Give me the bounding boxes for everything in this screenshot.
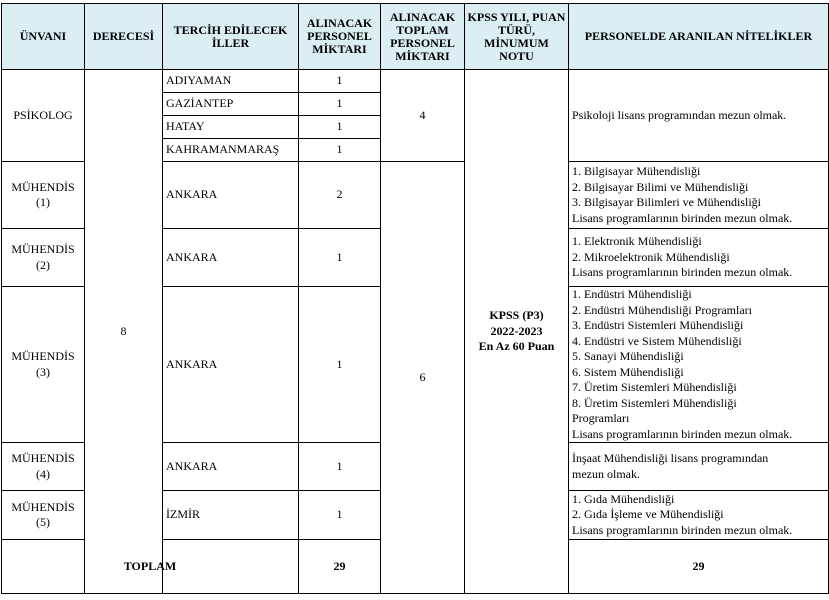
count-cell: 1 xyxy=(299,70,381,93)
kpss-info xyxy=(465,70,569,594)
kpss-line-3: En Az 60 Puan xyxy=(478,339,555,354)
requirements-cell xyxy=(569,287,829,443)
header-row xyxy=(2,4,829,70)
city-cell: HATAY xyxy=(163,116,299,139)
total-label: TOPLAM xyxy=(2,540,299,594)
muhendis-title-line2: (1) xyxy=(36,195,50,209)
requirements-cell xyxy=(569,162,829,229)
muhendis-title xyxy=(2,443,85,491)
requirements-cell xyxy=(569,491,829,540)
requirement-line: Lisans programlarının birinden mezun olmak. xyxy=(572,522,793,537)
requirement-line: 7. Üretim Sistemleri Mühendisliği xyxy=(572,380,737,394)
muhendis-title-line1: MÜHENDİS xyxy=(11,349,75,363)
muhendis-total: 6 xyxy=(381,162,465,594)
requirement-line: Lisans programlarının birinden mezun olmak. xyxy=(572,426,793,441)
muhendis-title-line2: (2) xyxy=(36,257,50,272)
requirement-line: 6. Sistem Mühendisliği xyxy=(572,364,684,379)
psikolog-requirement: Psikoloji lisans programından mezun olmak. xyxy=(569,70,829,162)
muhendis-title xyxy=(2,491,85,540)
requirement-line: Lisans programlarının birinden mezun olmak. xyxy=(572,265,793,280)
header-nitelikler: PERSONELDE ARANILAN NİTELİKLER xyxy=(569,4,829,70)
muhendis-title-line2: (5) xyxy=(36,515,50,529)
muhendis-title-line2: (4) xyxy=(36,466,50,481)
psikolog-total: 4 xyxy=(381,70,465,162)
requirement-line: 2. Mikroelektronik Mühendisliği xyxy=(572,249,730,264)
city-cell: KAHRAMANMARAŞ xyxy=(163,139,299,162)
count-cell: 1 xyxy=(299,229,381,287)
city-cell: ANKARA xyxy=(163,162,299,229)
city-cell: İZMİR xyxy=(163,491,299,540)
muhendis-title-line1: MÜHENDİS xyxy=(11,242,75,256)
total-alinacak: 29 xyxy=(299,540,381,594)
muhendis-title-line1: MÜHENDİS xyxy=(11,499,75,514)
total-toplam: 29 xyxy=(569,540,829,594)
muhendis-title xyxy=(2,162,85,229)
muhendis-title xyxy=(2,287,85,443)
muhendis-title-line1: MÜHENDİS xyxy=(11,451,75,465)
personnel-table xyxy=(1,3,829,594)
header-unvani: ÜNVANI xyxy=(2,4,85,70)
requirement-line: 1. Elektronik Mühendisliği xyxy=(572,234,702,249)
count-cell: 1 xyxy=(299,443,381,491)
requirement-line: 3. Endüstri Sistemleri Mühendisliği xyxy=(572,318,744,332)
kpss-line-2: 2022-2023 xyxy=(490,323,543,338)
requirement-line: 2. Endüstri Mühendisliği Programları xyxy=(572,302,752,317)
requirement-line: Lisans programlarının birinden mezun olmak. xyxy=(572,210,793,225)
city-cell: ANKARA xyxy=(163,229,299,287)
count-cell: 1 xyxy=(299,116,381,139)
derece-value: 8 xyxy=(85,70,163,594)
header-alinacak: ALINACAK PERSONEL MİKTARI xyxy=(299,4,381,70)
requirements-cell xyxy=(569,229,829,287)
count-cell: 1 xyxy=(299,287,381,443)
requirement-line: 1. Endüstri Mühendisliği xyxy=(572,287,692,301)
kpss-line-1: KPSS (P3) xyxy=(489,308,544,323)
city-cell: ANKARA xyxy=(163,443,299,491)
table-row xyxy=(2,70,829,93)
count-cell: 2 xyxy=(299,162,381,229)
requirement-line: 2. Bilgisayar Bilimi ve Mühendisliği xyxy=(572,179,749,194)
count-cell: 1 xyxy=(299,139,381,162)
requirement-line: Programları xyxy=(572,411,630,425)
header-kpss: KPSS YILI, PUAN TÜRÜ, MİNUMUM NOTU xyxy=(465,4,569,70)
count-cell: 1 xyxy=(299,93,381,116)
muhendis-title-line1: MÜHENDİS xyxy=(11,179,75,194)
muhendis-title-line2: (3) xyxy=(36,364,50,379)
requirement-line: 1. Bilgisayar Mühendisliği xyxy=(572,164,701,178)
requirement-line: 5. Sanayi Mühendisliği xyxy=(572,349,684,363)
requirement-line: İnşaat Mühendisliği lisans programından xyxy=(572,451,769,465)
requirement-line: mezun olmak. xyxy=(572,466,640,481)
city-cell: ADIYAMAN xyxy=(163,70,299,93)
requirements-cell xyxy=(569,443,829,491)
psikolog-title: PSİKOLOG xyxy=(2,70,85,162)
requirement-line: 1. Gıda Mühendisliği xyxy=(572,491,675,506)
requirement-line: 4. Endüstri ve Sistem Mühendisliği xyxy=(572,333,742,348)
requirement-line: 8. Üretim Sistemleri Mühendisliği xyxy=(572,395,737,410)
muhendis-title xyxy=(2,229,85,287)
city-cell: GAZİANTEP xyxy=(163,93,299,116)
header-derecesi: DERECESİ xyxy=(85,4,163,70)
requirement-line: 3. Bilgisayar Bilimleri ve Mühendisliği xyxy=(572,195,761,209)
header-toplam-alinacak: ALINACAK TOPLAM PERSONEL MİKTARI xyxy=(381,4,465,70)
requirement-line: 2. Gıda İşleme ve Mühendisliği xyxy=(572,507,724,522)
city-cell: ANKARA xyxy=(163,287,299,443)
header-iller: TERCİH EDİLECEK İLLER xyxy=(163,4,299,70)
count-cell: 1 xyxy=(299,491,381,540)
